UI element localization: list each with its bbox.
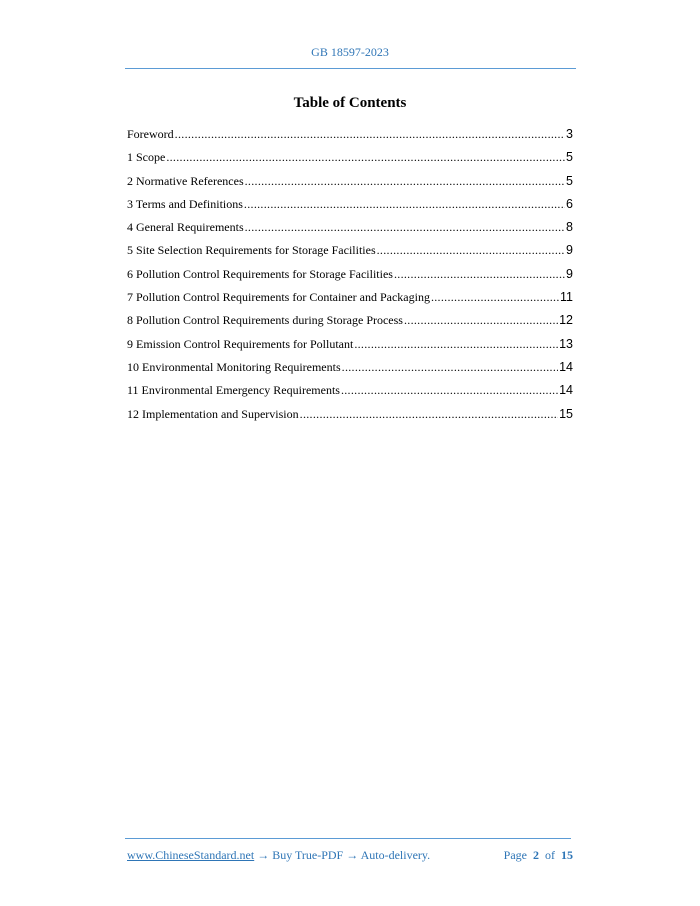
footer-left bbox=[127, 848, 430, 863]
toc-entry-scope[interactable] bbox=[127, 150, 573, 173]
auto-delivery-text: Auto-delivery. bbox=[360, 848, 431, 862]
header-divider bbox=[125, 68, 576, 69]
toc-leader-dots bbox=[166, 150, 565, 165]
current-page-number: 2 bbox=[533, 848, 539, 862]
toc-entry-page: 14 bbox=[559, 359, 573, 374]
toc-entry-page: 9 bbox=[566, 243, 573, 258]
toc-leader-dots bbox=[377, 243, 565, 258]
page-indicator bbox=[504, 848, 573, 863]
arrow-right-icon: → bbox=[346, 848, 359, 862]
toc-leader-dots bbox=[244, 197, 565, 212]
toc-leader-dots bbox=[354, 337, 558, 352]
toc-entry-environmental-emergency[interactable] bbox=[127, 383, 573, 406]
toc-entry-page: 8 bbox=[566, 220, 573, 235]
toc-entry-page: 5 bbox=[566, 150, 573, 165]
toc-leader-dots bbox=[404, 313, 558, 328]
toc-entry-page: 9 bbox=[566, 266, 573, 281]
toc-leader-dots bbox=[245, 174, 565, 189]
toc-entry-page: 13 bbox=[559, 336, 573, 351]
toc-title: Table of Contents bbox=[293, 95, 407, 111]
toc-leader-dots bbox=[300, 407, 558, 422]
toc-entry-label: 9 Emission Control Requirements for Pollutant bbox=[127, 336, 354, 351]
toc-leader-dots bbox=[245, 220, 565, 235]
arrow-right-icon: → bbox=[257, 848, 270, 862]
toc-entry-storage-pollution-control[interactable] bbox=[127, 267, 573, 290]
total-pages-number: 15 bbox=[561, 848, 573, 862]
toc-entry-label: 10 Environmental Monitoring Requirements bbox=[127, 359, 341, 374]
footer-divider bbox=[125, 838, 571, 839]
toc-entry-label: Foreword bbox=[127, 127, 174, 141]
toc-entry-storage-process[interactable] bbox=[127, 313, 573, 336]
buy-true-pdf-text: Buy True-PDF bbox=[272, 848, 344, 862]
toc-leader-dots bbox=[341, 383, 558, 398]
toc-entry-general-requirements[interactable] bbox=[127, 220, 573, 243]
toc-entry-page: 14 bbox=[559, 383, 573, 398]
toc-entry-label: 6 Pollution Control Requirements for Storage Facilities bbox=[127, 266, 393, 281]
toc-entry-page: 6 bbox=[566, 196, 573, 211]
toc-entry-emission-control[interactable] bbox=[127, 337, 573, 360]
toc-leader-dots bbox=[342, 360, 558, 375]
toc-entry-page: 11 bbox=[560, 290, 573, 305]
toc-entry-page: 5 bbox=[566, 173, 573, 188]
of-label: of bbox=[545, 848, 555, 862]
toc-leader-dots bbox=[431, 290, 559, 305]
page-footer bbox=[127, 848, 573, 863]
toc-entry-label: 4 General Requirements bbox=[127, 220, 244, 235]
toc-entry-page: 12 bbox=[559, 313, 573, 328]
document-header-code: GB 18597-2023 bbox=[311, 45, 389, 59]
toc-entry-terms-definitions[interactable] bbox=[127, 197, 573, 220]
toc-entry-label: 1 Scope bbox=[127, 150, 166, 165]
page-label: Page bbox=[503, 848, 527, 862]
toc-entry-site-selection[interactable] bbox=[127, 243, 573, 266]
toc-entry-normative-references[interactable] bbox=[127, 174, 573, 197]
toc-list bbox=[127, 127, 573, 430]
toc-entry-label: 2 Normative References bbox=[127, 173, 244, 188]
toc-leader-dots bbox=[175, 127, 565, 142]
toc-entry-label: 5 Site Selection Requirements for Storage Facilities bbox=[127, 243, 376, 258]
toc-entry-page: 15 bbox=[559, 406, 573, 421]
toc-entry-label: 12 Implementation and Supervision bbox=[127, 406, 299, 421]
toc-entry-page: 3 bbox=[566, 127, 573, 141]
toc-entry-label: 11 Environmental Emergency Requirements bbox=[127, 383, 340, 398]
toc-entry-implementation-supervision[interactable] bbox=[127, 407, 573, 430]
website-link[interactable]: www.ChineseStandard.net bbox=[127, 848, 255, 862]
toc-entry-foreword[interactable] bbox=[127, 127, 573, 150]
toc-leader-dots bbox=[394, 267, 565, 282]
toc-entry-label: 7 Pollution Control Requirements for Container and Packaging bbox=[127, 290, 430, 305]
toc-entry-label: 8 Pollution Control Requirements during Storage Process bbox=[127, 313, 403, 328]
toc-entry-container-packaging[interactable] bbox=[127, 290, 573, 313]
toc-entry-environmental-monitoring[interactable] bbox=[127, 360, 573, 383]
toc-entry-label: 3 Terms and Definitions bbox=[127, 196, 243, 211]
